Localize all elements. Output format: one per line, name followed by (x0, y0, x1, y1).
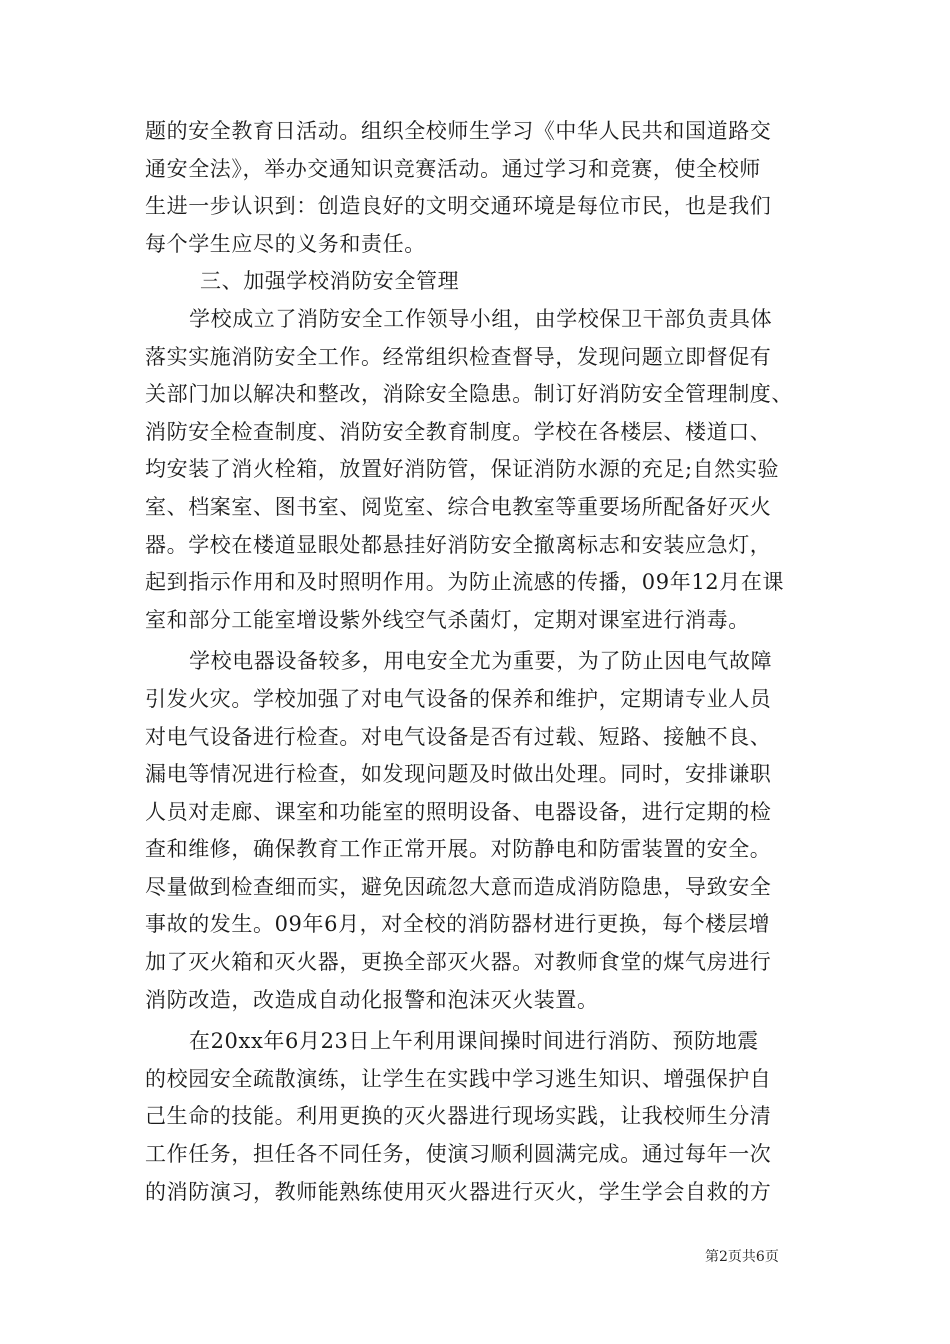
text-line: 事故的发生。09年6月，对全校的消防器材进行更换，每个楼层增 (145, 912, 771, 937)
text-line: 器。学校在楼道显眼处都悬挂好消防安全撤离标志和安装应急灯， (145, 532, 772, 557)
text-line: 消防安全检查制度、消防安全教育制度。学校在各楼层、楼道口、 (145, 419, 772, 444)
text-line: 每个学生应尽的义务和责任。 (145, 231, 426, 256)
text-line: 的校园安全疏散演练，让学生在实践中学习逃生知识、增强保护自 (145, 1066, 772, 1091)
text-line: 均安装了消火栓箱，放置好消防管，保证消防水源的充足;自然实验 (145, 457, 780, 482)
text-line: 引发火灾。学校加强了对电气设备的保养和维护，定期请专业人员 (145, 686, 772, 711)
text-line: 学校电器设备较多，用电安全尤为重要，为了防止因电气故障 (189, 649, 773, 674)
text-line: 尽量做到检查细而实，避免因疏忽大意而造成消防隐患，导致安全 (145, 874, 772, 899)
text-line: 室和部分工能室增设紫外线空气杀菌灯，定期对课室进行消毒。 (145, 607, 750, 632)
text-line: 学校成立了消防安全工作领导小组，由学校保卫干部负责具体 (189, 306, 773, 331)
text-line: 关部门加以解决和整改，消除安全隐患。制订好消防安全管理制度、 (145, 382, 793, 407)
text-line: 己生命的技能。利用更换的灭火器进行现场实践，让我校师生分清 (145, 1104, 772, 1129)
text-line: 人员对走廊、课室和功能室的照明设备、电器设备，进行定期的检 (145, 799, 772, 824)
text-line: 加了灭火箱和灭火器，更换全部灭火器。对教师食堂的煤气房进行 (145, 950, 772, 975)
text-line: 题的安全教育日活动。组织全校师生学习《中华人民共和国道路交 (145, 119, 772, 143)
text-line: 落实实施消防安全工作。经常组织检查督导，发现问题立即督促有 (145, 344, 772, 369)
text-line: 在20xx年6月23日上午利用课间操时间进行消防、预防地震 (189, 1029, 759, 1054)
text-line: 的消防演习，教师能熟练使用灭火器进行灭火，学生学会自救的方 (145, 1179, 772, 1204)
section-heading: 三、加强学校消防安全管理 (200, 269, 460, 294)
text-line: 消防改造，改造成自动化报警和泡沫灭火装置。 (145, 987, 599, 1012)
document-body (145, 113, 825, 1211)
text-line: 室、档案室、图书室、阅览室、综合电教室等重要场所配备好灭火 (145, 494, 772, 519)
text-line: 漏电等情况进行检查，如发现问题及时做出处理。同时，安排谦职 (145, 762, 772, 787)
text-line: 工作任务，担任各不同任务，使演习顺利圆满完成。通过每年一次 (145, 1142, 772, 1167)
text-line: 起到指示作用和及时照明作用。为防止流感的传播，09年12月在课 (145, 570, 785, 595)
text-line: 通安全法》，举办交通知识竞赛活动。通过学习和竞赛，使全校师 (145, 156, 761, 181)
text-line: 对电气设备进行检查。对电气设备是否有过载、短路、接触不良、 (145, 724, 772, 749)
text-line: 生进一步认识到：创造良好的文明交通环境是每位市民，也是我们 (145, 194, 772, 219)
page-number: 第2页共6页 (705, 1249, 779, 1265)
text-line: 查和维修，确保教育工作正常开展。对防静电和防雷装置的安全。 (145, 837, 772, 862)
